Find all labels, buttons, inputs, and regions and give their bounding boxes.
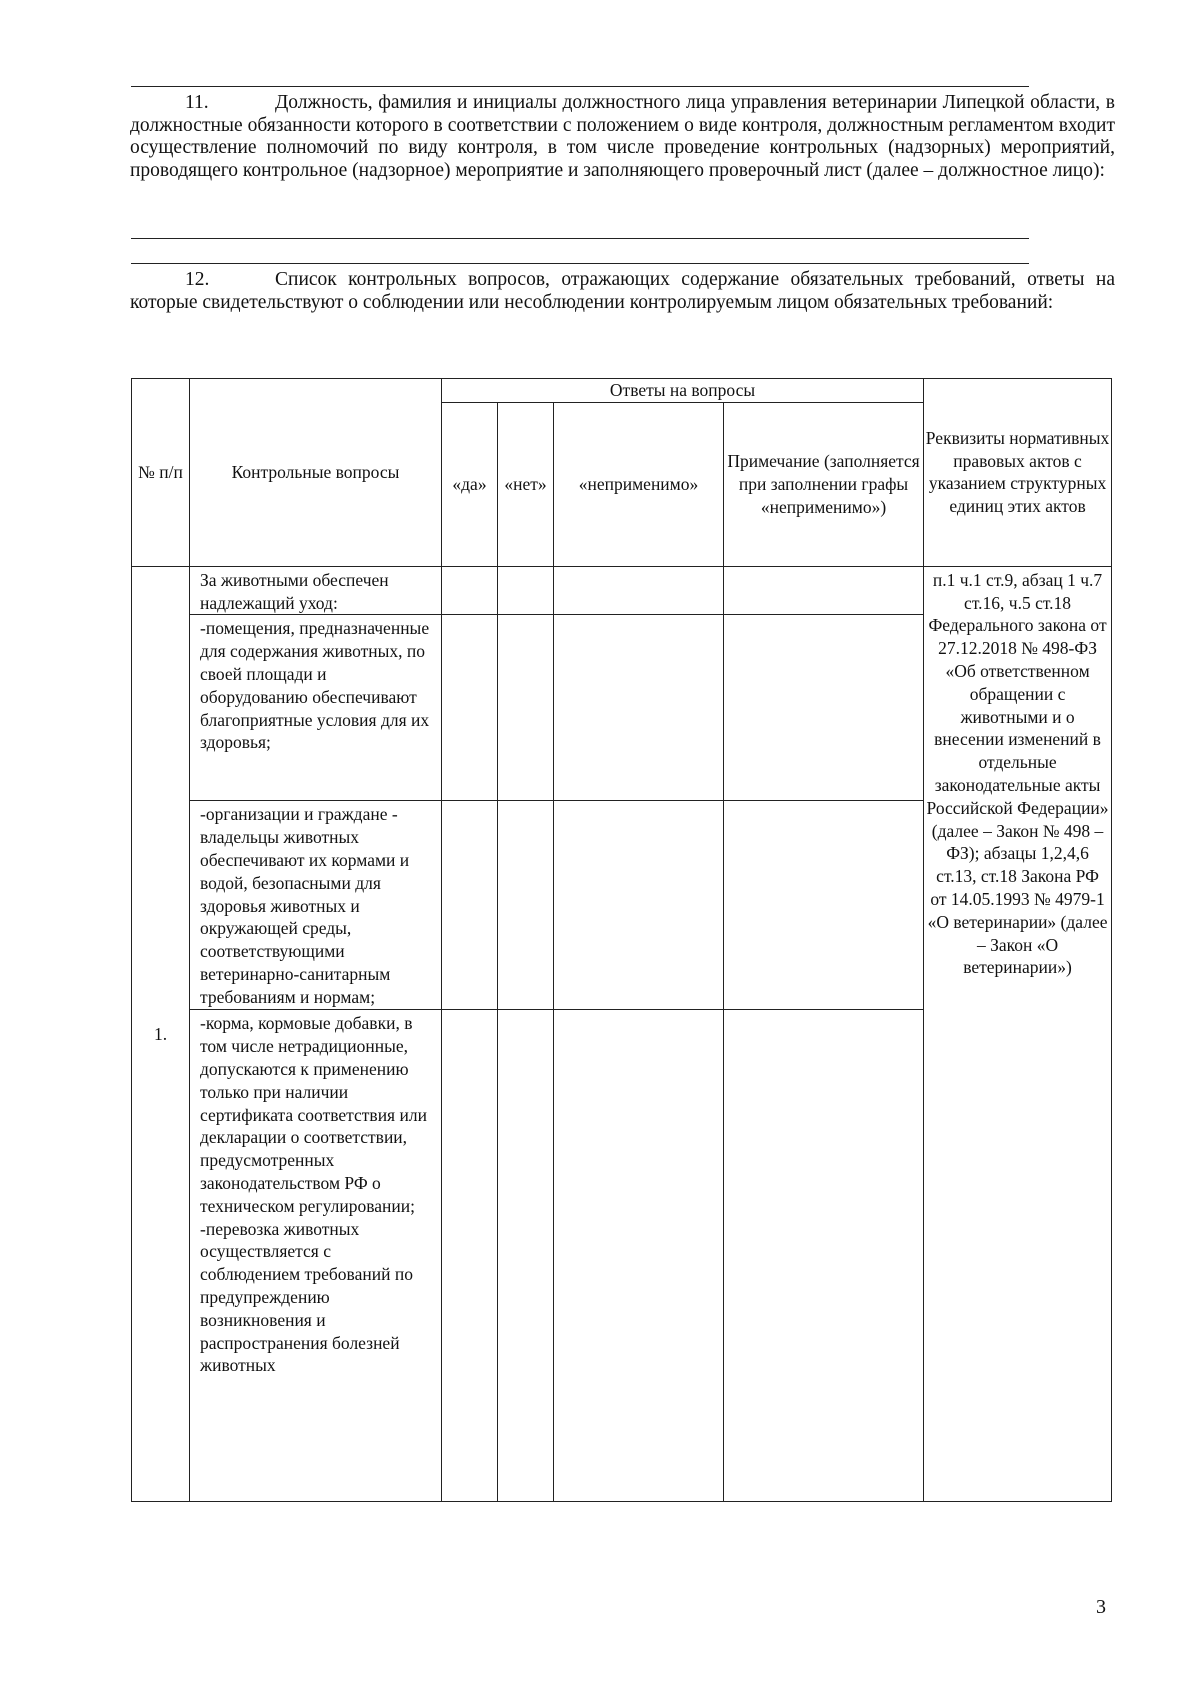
answer-yes-cell[interactable]	[442, 566, 498, 615]
paragraph-11-text: Должность, фамилия и инициалы должностного лица управления ветеринарии Липецкой области, в должностные обязанности которого в соответствии с положением о виде контроля, должностным регламентом входит осуществление полномочий по виду контроля, в том числе проведение контрольных (надзорных) мероприятий, проводящего контрольное (надзорное) мероприятие и заполняющего проверочный лист (далее – должностное лицо):	[130, 92, 1115, 181]
page-number: 3	[1096, 1596, 1106, 1618]
requisites-cell: п.1 ч.1 ст.9, абзац 1 ч.7 ст.16, ч.5 ст.18 Федерального закона от 27.12.2018 № 498-ФЗ «Об ответственном обращении с животными и о внесении изменений в отдельные законодательные акты Российской Федерации» (далее – Закон № 498 – ФЗ); абзацы 1,2,4,6 ст.13, ст.18 Закона РФ от 14.05.1993 № 4979-1 «О ветеринарии» (далее – Закон «О ветеринарии»)	[924, 566, 1112, 1501]
answer-yes-cell[interactable]	[442, 615, 498, 801]
header-requisites: Реквизиты нормативных правовых актов с указанием структурных единиц этих актов	[924, 379, 1112, 567]
answer-no-cell[interactable]	[498, 1010, 554, 1502]
paragraph-11-number: 11.	[185, 92, 209, 113]
header-no: «нет»	[498, 402, 554, 566]
answer-no-cell[interactable]	[498, 566, 554, 615]
answer-na-cell[interactable]	[554, 1010, 724, 1502]
answer-na-cell[interactable]	[554, 801, 724, 1010]
header-yes: «да»	[442, 402, 498, 566]
table-header-row-1	[132, 379, 1112, 403]
table-row	[132, 566, 1112, 615]
answer-yes-cell[interactable]	[442, 801, 498, 1010]
fill-in-line-2	[131, 263, 1029, 264]
header-num: № п/п	[132, 379, 190, 567]
answer-na-cell[interactable]	[554, 566, 724, 615]
answer-na-cell[interactable]	[554, 615, 724, 801]
paragraph-12	[130, 269, 1115, 314]
header-questions: Контрольные вопросы	[190, 379, 442, 567]
question-2: -организации и граждане - владельцы животных обеспечивают их кормами и водой, безопасными для здоровья животных и окружающей среды, соответствующими ветеринарно-санитарным требованиям и нормам;	[190, 801, 442, 1010]
fill-in-line-1	[131, 238, 1029, 239]
answer-no-cell[interactable]	[498, 801, 554, 1010]
checklist-table	[131, 378, 1112, 1502]
note-cell[interactable]	[724, 801, 924, 1010]
answer-yes-cell[interactable]	[442, 1010, 498, 1502]
header-note: Примечание (заполняется при заполнении графы «неприменимо»)	[724, 402, 924, 566]
note-cell[interactable]	[724, 1010, 924, 1502]
paragraph-12-number: 12.	[185, 269, 210, 290]
note-cell[interactable]	[724, 566, 924, 615]
question-3: -корма, кормовые добавки, в том числе нетрадиционные, допускаются к применению только при наличии сертификата соответствия или декларации о соответствии, предусмотренных законодательством РФ о техническом регулировании; -перевозка животных осуществляется с соблюдением требований по предупреждению возникновения и распространения болезней животных	[190, 1010, 442, 1502]
header-answers-group: Ответы на вопросы	[442, 379, 924, 403]
question-0: За животными обеспечен надлежащий уход:	[190, 566, 442, 615]
question-1: -помещения, предназначенные для содержания животных, по своей площади и оборудованию обеспечивают благоприятные условия для их здоровья;	[190, 615, 442, 801]
paragraph-11	[130, 92, 1115, 182]
header-not-applicable: «неприменимо»	[554, 402, 724, 566]
answer-no-cell[interactable]	[498, 615, 554, 801]
row-number: 1.	[132, 566, 190, 1501]
paragraph-12-text: Список контрольных вопросов, отражающих содержание обязательных требований, ответы на которые свидетельствуют о соблюдении или несоблюдении контролируемым лицом обязательных требований:	[130, 269, 1115, 313]
note-cell[interactable]	[724, 615, 924, 801]
top-rule	[131, 86, 1029, 87]
